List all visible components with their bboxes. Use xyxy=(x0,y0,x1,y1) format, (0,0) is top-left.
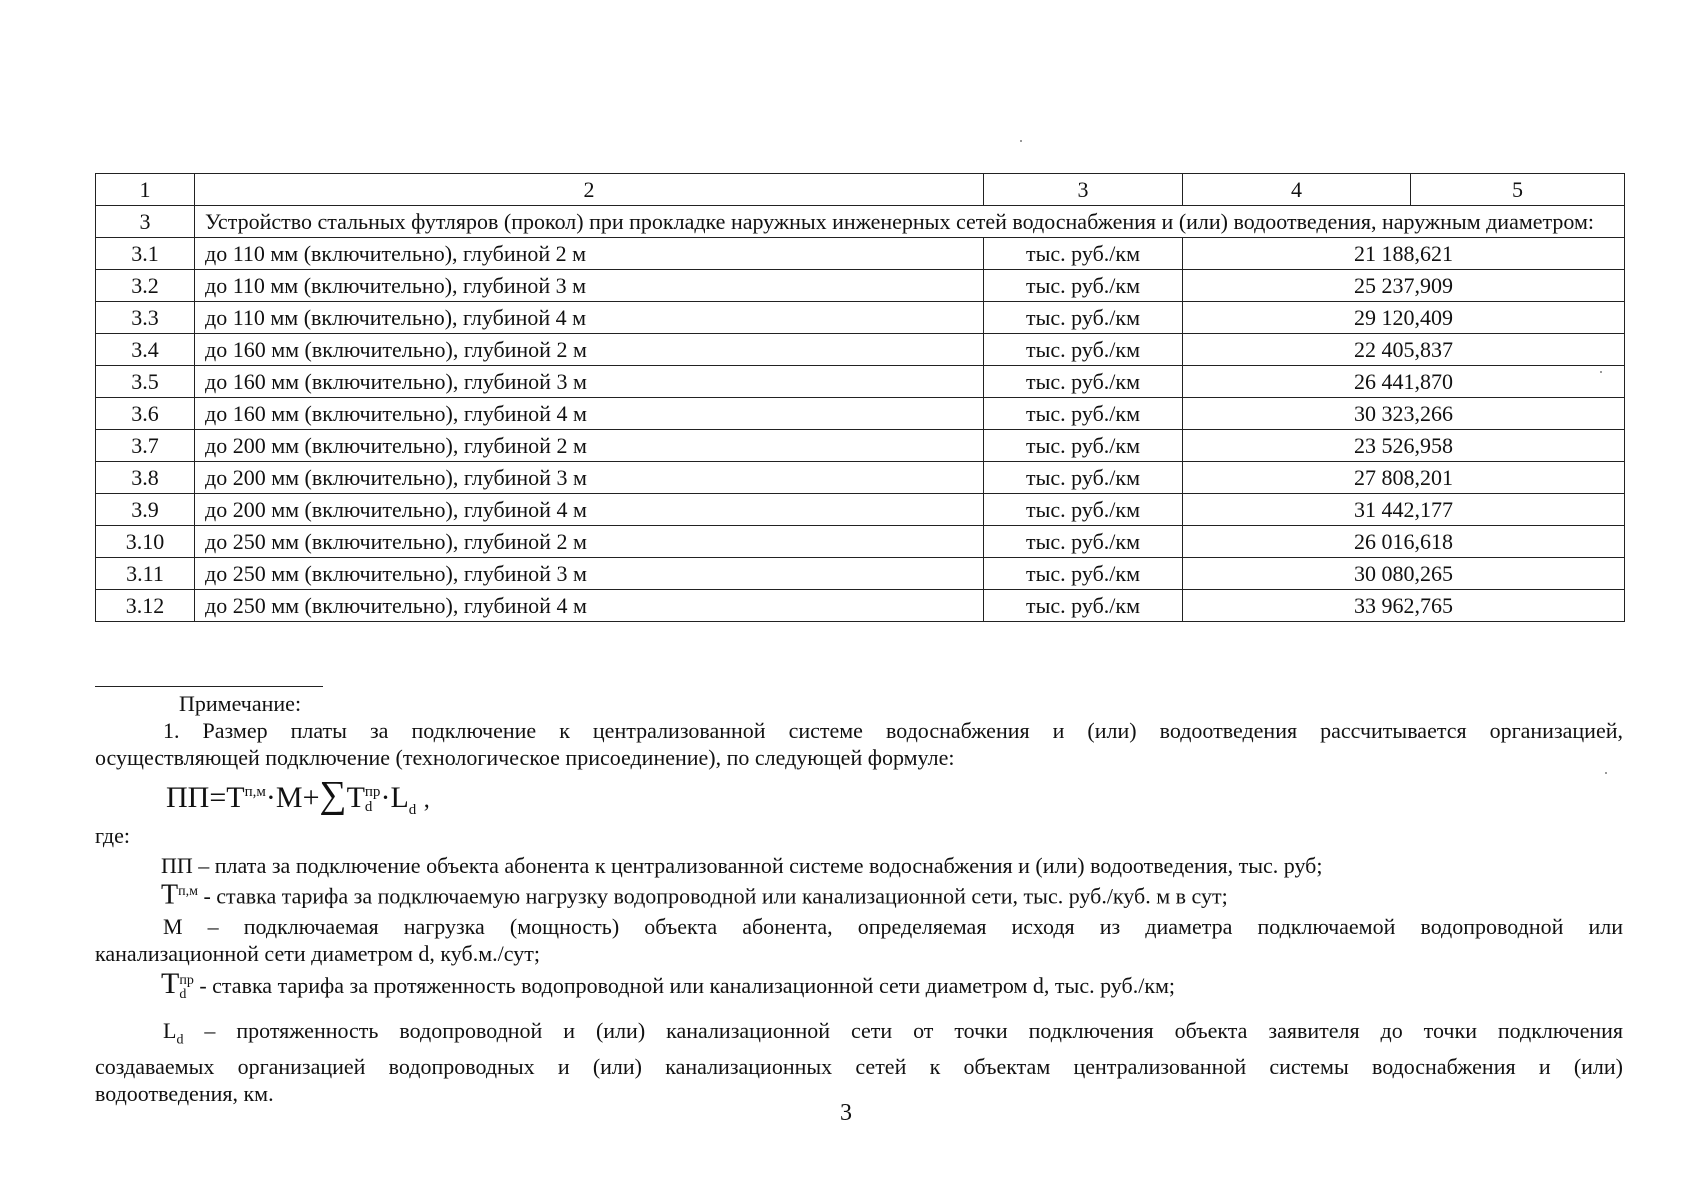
table-row xyxy=(96,430,1625,462)
def-td-sub: d xyxy=(179,986,187,1002)
scan-speck xyxy=(1020,140,1022,142)
row-unit: тыс. руб./км xyxy=(984,334,1183,366)
tariff-table xyxy=(95,173,1625,622)
def-l-line1: – протяженность водопроводной и (или) канализационной сети от точки подключения объекта заявителя до точки подключения xyxy=(204,1018,1623,1043)
row-description: до 200 мм (включительно), глубиной 2 м xyxy=(195,430,984,462)
row-number: 3.5 xyxy=(96,366,195,398)
formula-t2-sub: d xyxy=(364,799,373,816)
row-value: 21 188,621 xyxy=(1183,238,1625,270)
row-value: 29 120,409 xyxy=(1183,302,1625,334)
row-unit: тыс. руб./км xyxy=(984,558,1183,590)
row-value: 27 808,201 xyxy=(1183,462,1625,494)
formula-t1-sup: п,м xyxy=(244,784,266,800)
row-number: 3.12 xyxy=(96,590,195,622)
row-value: 23 526,958 xyxy=(1183,430,1625,462)
row-unit: тыс. руб./км xyxy=(984,366,1183,398)
def-t-sup: п,м xyxy=(178,884,198,899)
row-value: 30 323,266 xyxy=(1183,398,1625,430)
where-label: где: xyxy=(95,823,130,848)
definition-pp: ПП – плата за подключение объекта абонента к централизованной системе водоснабжения и (или) водоотведения, тыс. руб; xyxy=(161,853,1323,878)
row-value: 26 441,870 xyxy=(1183,366,1625,398)
row-value: 25 237,909 xyxy=(1183,270,1625,302)
section-number: 3 xyxy=(96,206,195,238)
row-unit: тыс. руб./км xyxy=(984,238,1183,270)
def-td-text: - ставка тарифа за протяженность водопроводной или канализационной сети диаметром d, тыс. руб./км; xyxy=(199,973,1176,998)
table-row xyxy=(96,270,1625,302)
note-separator xyxy=(95,686,323,687)
row-number: 3.10 xyxy=(96,526,195,558)
table-row xyxy=(96,526,1625,558)
scan-speck xyxy=(1605,772,1607,774)
table-row xyxy=(96,302,1625,334)
definition-l xyxy=(95,1017,1623,1107)
formula-l: L xyxy=(390,781,409,814)
formula-t2-sup: пр xyxy=(364,784,381,801)
formula-l-sub: d xyxy=(408,802,417,818)
row-number: 3.2 xyxy=(96,270,195,302)
formula-dot1: · xyxy=(265,781,276,814)
sum-icon: ∑ xyxy=(319,774,347,816)
def-t-symbol: Т xyxy=(161,879,179,911)
row-number: 3.3 xyxy=(96,302,195,334)
row-number: 3.8 xyxy=(96,462,195,494)
row-description: до 160 мм (включительно), глубиной 4 м xyxy=(195,398,984,430)
definition-t xyxy=(95,878,1623,909)
def-l-line3: водоотведения, км. xyxy=(95,1081,274,1107)
def-td-sup: пр xyxy=(179,972,194,988)
row-unit: тыс. руб./км xyxy=(984,526,1183,558)
table-row xyxy=(96,558,1625,590)
row-description: до 110 мм (включительно), глубиной 3 м xyxy=(195,270,984,302)
row-number: 3.7 xyxy=(96,430,195,462)
row-value: 30 080,265 xyxy=(1183,558,1625,590)
def-t-text: - ставка тарифа за подключаемую нагрузку водопроводной или канализационной сети, тыс. руб./куб. м в сут; xyxy=(203,883,1228,909)
table-row xyxy=(96,334,1625,366)
row-number: 3.1 xyxy=(96,238,195,270)
def-l-line2: создаваемых организацией водопроводных и (или) канализационных сетей к объектам централизованной системы водоснабжения и (или) xyxy=(95,1054,1623,1080)
col-header-3: 3 xyxy=(984,174,1183,206)
row-unit: тыс. руб./км xyxy=(984,302,1183,334)
def-l-sub: d xyxy=(176,1032,184,1048)
row-description: до 110 мм (включительно), глубиной 2 м xyxy=(195,238,984,270)
formula-eq: = xyxy=(209,781,227,814)
formula-t1: Т xyxy=(226,781,245,814)
row-description: до 250 мм (включительно), глубиной 4 м xyxy=(195,590,984,622)
def-l-symbol: L xyxy=(163,1018,177,1043)
row-description: до 110 мм (включительно), глубиной 4 м xyxy=(195,302,984,334)
def-m-line1: М – подключаемая нагрузка (мощность) объекта абонента, определяемая исходя из диаметра подключаемой водопроводной или xyxy=(163,914,1623,939)
table-header-row xyxy=(96,174,1625,206)
scan-speck xyxy=(1600,371,1602,373)
row-unit: тыс. руб./км xyxy=(984,270,1183,302)
col-header-2: 2 xyxy=(195,174,984,206)
section-title: Устройство стальных футляров (прокол) при прокладке наружных инженерных сетей водоснабжения и (или) водоотведения, наружным диаметром: xyxy=(195,206,1625,238)
row-number: 3.4 xyxy=(96,334,195,366)
note-heading: Примечание: xyxy=(179,691,302,716)
row-value: 33 962,765 xyxy=(1183,590,1625,622)
table-row xyxy=(96,238,1625,270)
def-td-symbol: Т xyxy=(161,967,180,1000)
row-value: 31 442,177 xyxy=(1183,494,1625,526)
formula-comma: , xyxy=(423,787,430,813)
row-unit: тыс. руб./км xyxy=(984,398,1183,430)
col-header-4: 4 xyxy=(1183,174,1411,206)
row-unit: тыс. руб./км xyxy=(984,494,1183,526)
formula-dot2: · xyxy=(380,781,391,814)
row-description: до 200 мм (включительно), глубиной 3 м xyxy=(195,462,984,494)
row-description: до 250 мм (включительно), глубиной 2 м xyxy=(195,526,984,558)
row-value: 26 016,618 xyxy=(1183,526,1625,558)
row-unit: тыс. руб./км xyxy=(984,590,1183,622)
table-row xyxy=(96,494,1625,526)
table-row xyxy=(96,590,1625,622)
row-unit: тыс. руб./км xyxy=(984,430,1183,462)
note-para1-line1: 1. Размер платы за подключение к централизованной системе водоснабжения и (или) водоотведения рассчитывается организацией, xyxy=(163,718,1623,743)
def-m-line2: канализационной сети диаметром d, куб.м./сут; xyxy=(95,941,540,966)
formula-lhs: ПП xyxy=(166,781,210,814)
row-value: 22 405,837 xyxy=(1183,334,1625,366)
formula-plus: + xyxy=(302,781,320,814)
row-number: 3.9 xyxy=(96,494,195,526)
row-description: до 160 мм (включительно), глубиной 2 м xyxy=(195,334,984,366)
page-number: 3 xyxy=(840,1100,852,1126)
definition-m xyxy=(95,913,1623,967)
row-description: до 160 мм (включительно), глубиной 3 м xyxy=(195,366,984,398)
formula-m: М xyxy=(275,781,303,814)
col-header-1: 1 xyxy=(96,174,195,206)
row-description: до 200 мм (включительно), глубиной 4 м xyxy=(195,494,984,526)
row-number: 3.11 xyxy=(96,558,195,590)
col-header-5: 5 xyxy=(1411,174,1625,206)
table-row xyxy=(96,366,1625,398)
section-row xyxy=(96,206,1625,238)
note-block xyxy=(95,690,1623,771)
row-number: 3.6 xyxy=(96,398,195,430)
table-row xyxy=(96,462,1625,494)
formula-t2: Т xyxy=(346,781,365,814)
row-description: до 250 мм (включительно), глубиной 3 м xyxy=(195,558,984,590)
definition-td xyxy=(95,967,1623,1002)
table-row xyxy=(96,398,1625,430)
row-unit: тыс. руб./км xyxy=(984,462,1183,494)
note-para1-line2: осуществляющей подключение (технологическое присоединение), по следующей формуле: xyxy=(95,745,955,770)
